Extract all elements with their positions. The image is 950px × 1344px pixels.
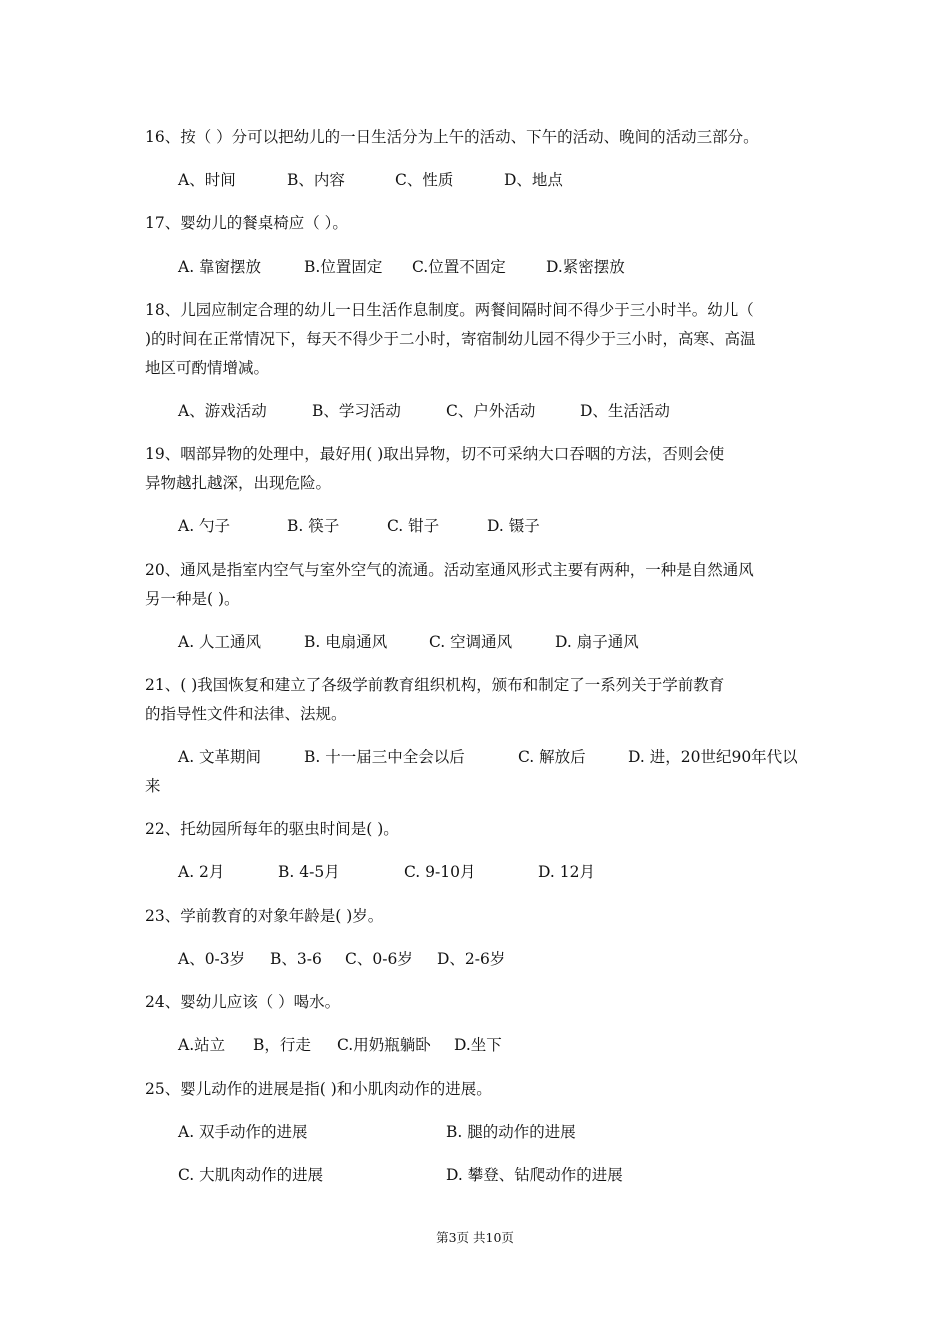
question-21-line-1: 21、( )我国恢复和建立了各级学前教育组织机构，颁布和制定了一系列关于学前教育 <box>145 676 725 694</box>
question-19-option-b: B. 筷子 <box>287 517 340 535</box>
question-16-option-c: C、性质 <box>395 171 454 189</box>
question-22-option-b: B. 4-5月 <box>278 863 340 881</box>
question-19-option-a: A. 勺子 <box>178 517 231 535</box>
question-17-option-d: D.紧密摆放 <box>546 258 625 276</box>
question-23-option-b: B、3-6 <box>270 950 322 968</box>
question-22-line-1: 22、托幼园所每年的驱虫时间是( )。 <box>145 820 399 838</box>
question-17-option-c: C.位置不固定 <box>412 258 506 276</box>
question-24-option-c: C.用奶瓶躺卧 <box>337 1036 431 1054</box>
question-19-line-2: 异物越扎越深，出现危险。 <box>145 474 332 492</box>
question-20-option-d: D. 扇子通风 <box>555 633 639 651</box>
question-19-option-c: C. 钳子 <box>387 517 440 535</box>
question-22-option-d: D. 12月 <box>538 863 595 881</box>
question-22-option-c: C. 9-10月 <box>404 863 476 881</box>
question-25-option-b: B. 腿的动作的进展 <box>446 1123 576 1141</box>
question-16-line-1: 16、按（ ）分可以把幼儿的一日生活分为上午的活动、下午的活动、晚间的活动三部分。 <box>145 128 759 146</box>
question-18-option-b: B、学习活动 <box>312 402 401 420</box>
question-25-option-a: A. 双手动作的进展 <box>178 1123 308 1141</box>
question-21-option-continuation: 来 <box>145 777 161 795</box>
question-18-line-2: )的时间在正常情况下，每天不得少于二小时，寄宿制幼儿园不得少于三小时，高寒、高温 <box>145 330 756 348</box>
question-20-line-2: 另一种是( )。 <box>145 590 240 608</box>
question-16-option-d: D、地点 <box>504 171 563 189</box>
question-23-option-d: D、2-6岁 <box>437 950 506 968</box>
question-20-option-a: A. 人工通风 <box>178 633 262 651</box>
question-18-line-3: 地区可酌情增减。 <box>145 359 270 377</box>
question-18-option-c: C、户外活动 <box>446 402 536 420</box>
question-23-option-c: C、0-6岁 <box>345 950 413 968</box>
question-21-option-d: D. 进，20世纪90年代以 <box>628 748 798 766</box>
question-19-line-1: 19、咽部异物的处理中，最好用( )取出异物，切不可采纳大口吞咽的方法，否则会使 <box>145 445 725 463</box>
question-17-option-a: A. 靠窗摆放 <box>178 258 262 276</box>
question-24-option-a: A.站立 <box>178 1036 226 1054</box>
question-23-option-a: A、0-3岁 <box>178 950 246 968</box>
question-25-option-c: C. 大肌肉动作的进展 <box>178 1166 324 1184</box>
question-20-line-1: 20、通风是指室内空气与室外空气的流通。活动室通风形式主要有两种，一种是自然通风 <box>145 561 754 579</box>
question-17-option-b: B.位置固定 <box>304 258 383 276</box>
question-21-option-c: C. 解放后 <box>518 748 586 766</box>
question-19-option-d: D. 镊子 <box>487 517 540 535</box>
question-21-line-2: 的指导性文件和法律、法规。 <box>145 705 347 723</box>
question-21-option-b: B. 十一届三中全会以后 <box>304 748 465 766</box>
question-18-line-1: 18、儿园应制定合理的幼儿一日生活作息制度。两餐间隔时间不得少于三小时半。幼儿（ <box>145 301 754 319</box>
question-20-option-c: C. 空调通风 <box>429 633 513 651</box>
page-number-footer: 第3页 共10页 <box>436 1230 514 1245</box>
question-18-option-a: A、游戏活动 <box>178 402 267 420</box>
question-16-option-a: A、时间 <box>178 171 236 189</box>
question-24-option-b: B，行走 <box>253 1036 311 1054</box>
question-24-line-1: 24、婴幼儿应该（ ）喝水。 <box>145 993 341 1011</box>
question-17-line-1: 17、婴幼儿的餐桌椅应（ ）。 <box>145 214 348 232</box>
question-22-option-a: A. 2月 <box>178 863 225 881</box>
question-16-option-b: B、内容 <box>287 171 345 189</box>
question-25-line-1: 25、婴儿动作的进展是指( )和小肌肉动作的进展。 <box>145 1080 492 1098</box>
question-24-option-d: D.坐下 <box>454 1036 502 1054</box>
question-23-line-1: 23、学前教育的对象年龄是( )岁。 <box>145 907 384 925</box>
question-21-option-a: A. 文革期间 <box>178 748 262 766</box>
question-25-option-d: D. 攀登、钻爬动作的进展 <box>446 1166 623 1184</box>
question-18-option-d: D、生活活动 <box>580 402 670 420</box>
question-20-option-b: B. 电扇通风 <box>304 633 388 651</box>
